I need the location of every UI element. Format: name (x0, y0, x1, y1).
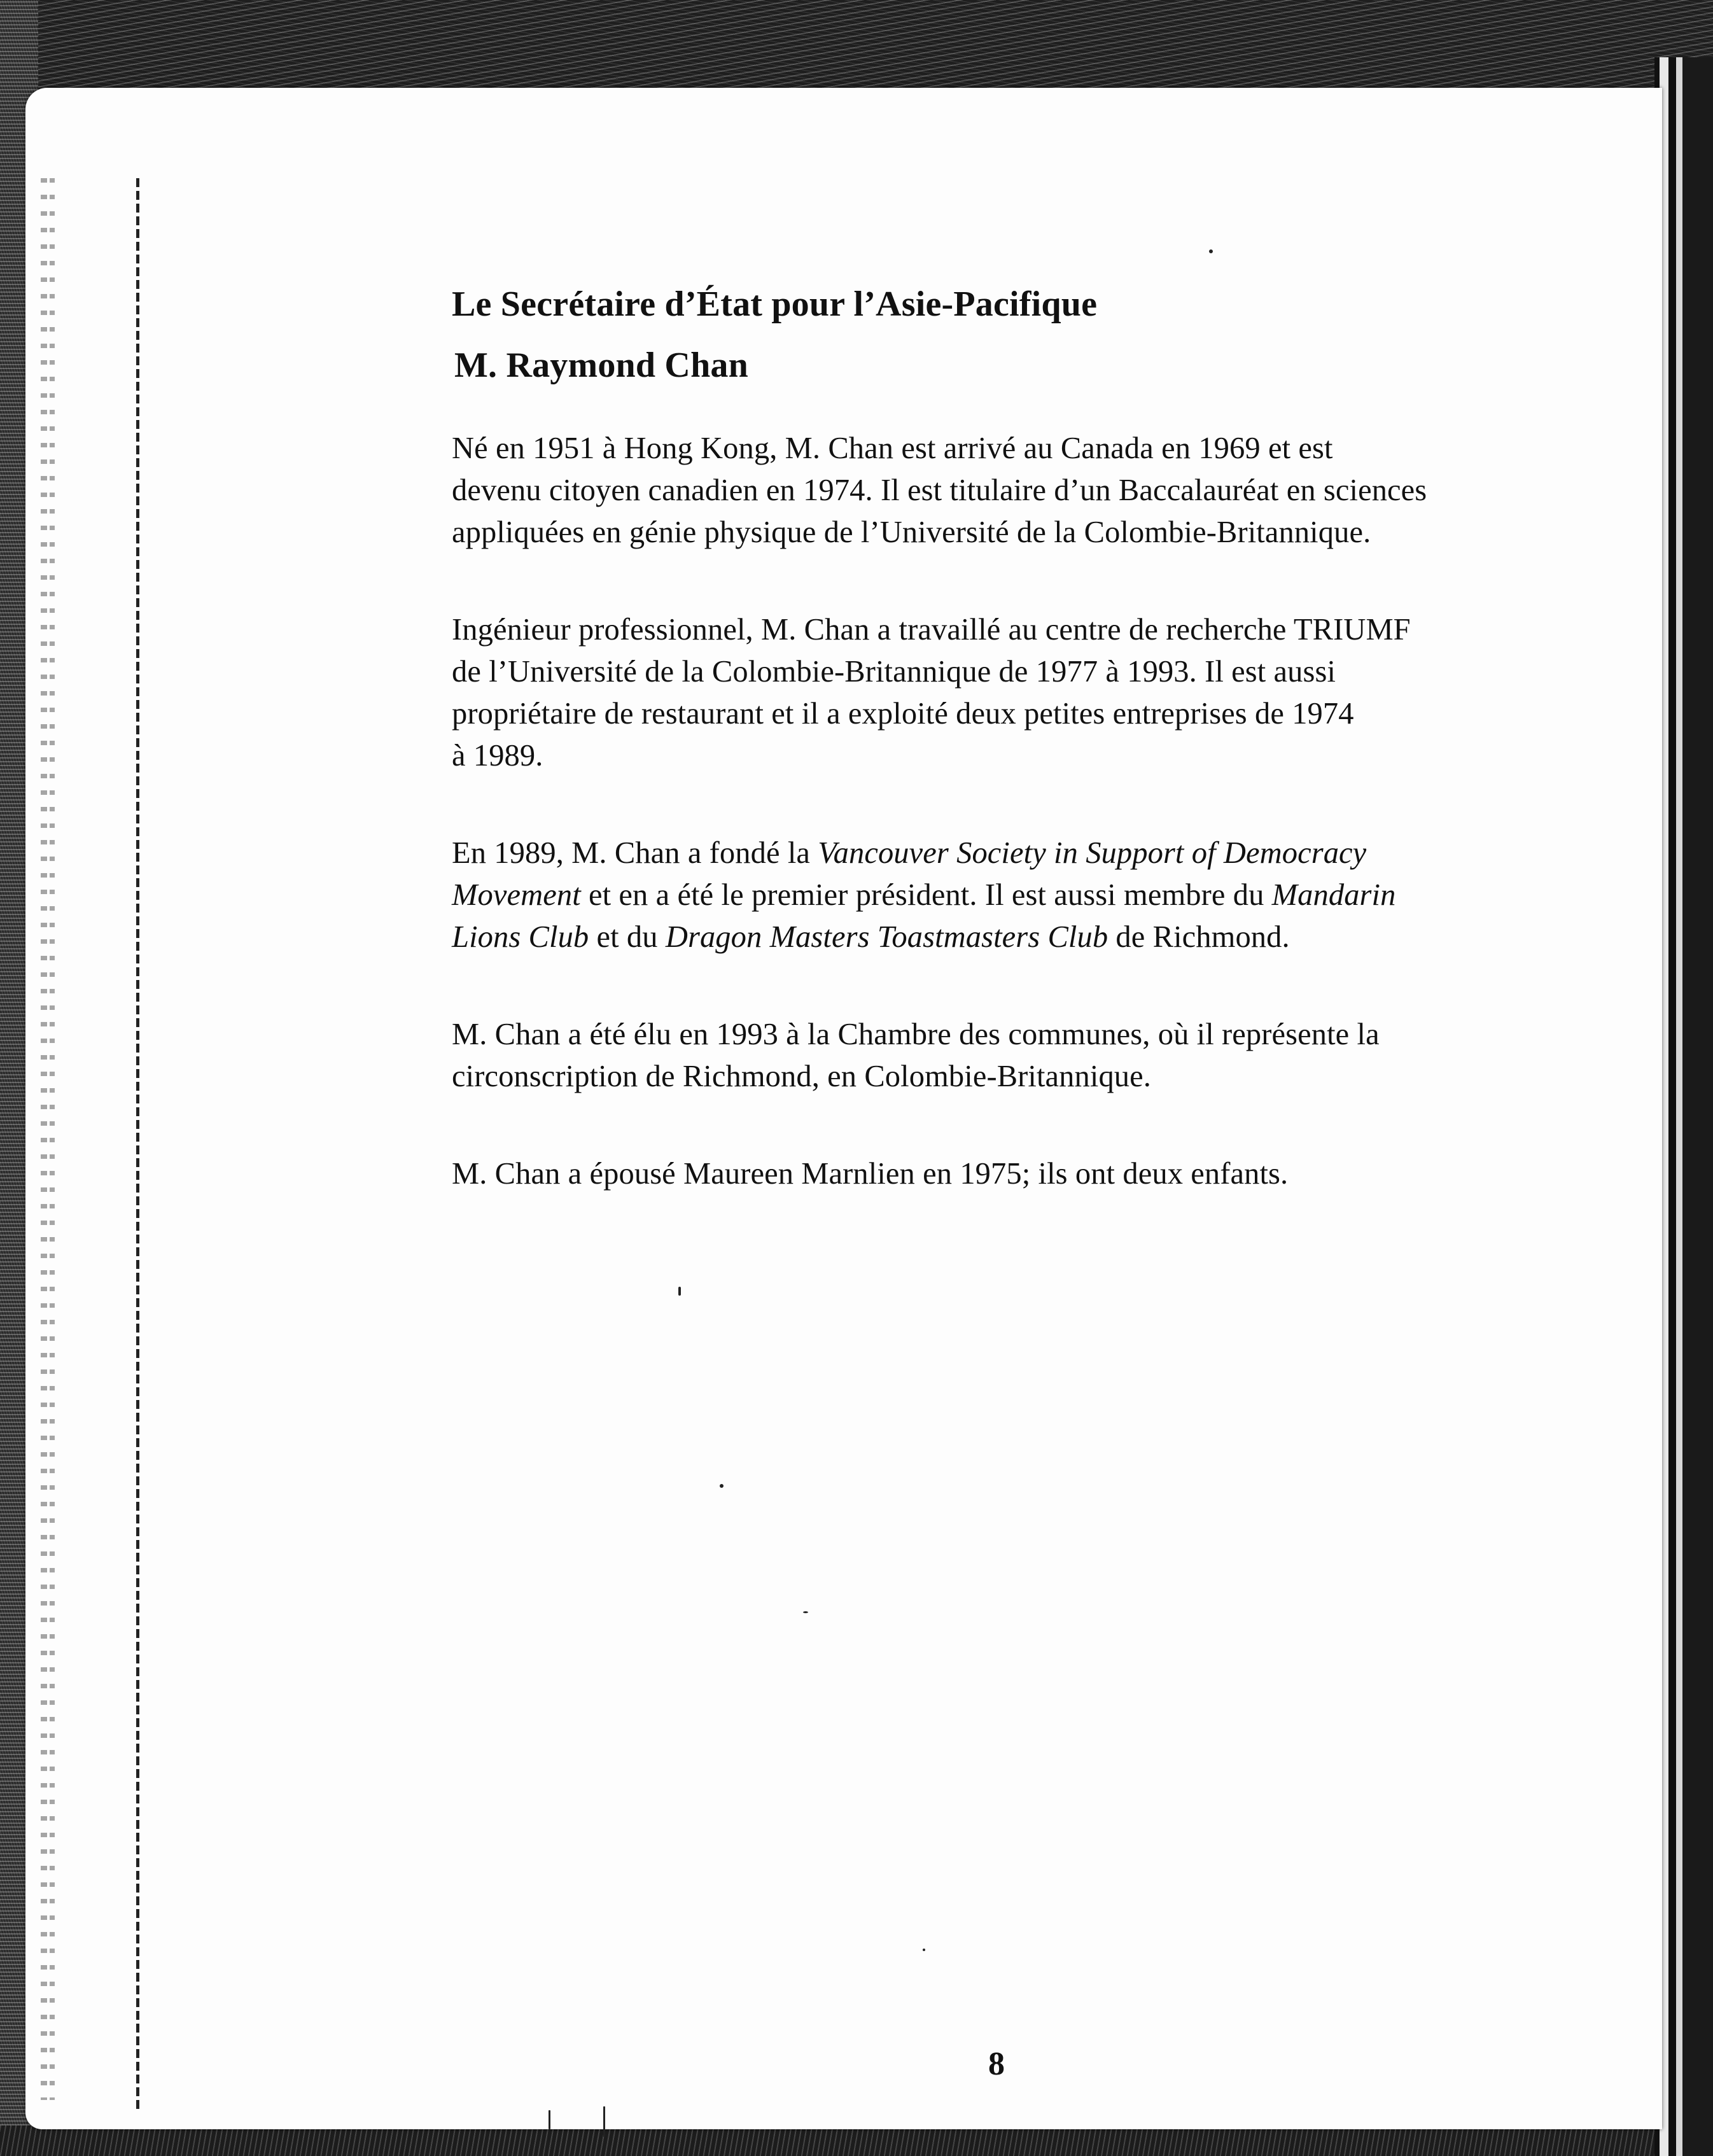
paragraph-career (452, 609, 1527, 777)
scan-speck (803, 1611, 808, 1613)
text-line: propriétaire de restaurant et il a exploité deux petites entreprises de 1974 (452, 697, 1354, 731)
text-run: et en a été le premier président. Il est aussi membre du (580, 878, 1272, 912)
text-line: Ingénieur professionnel, M. Chan a travaillé au centre de recherche TRIUMF (452, 613, 1411, 647)
organization-name: Mandarin (1271, 878, 1396, 912)
page-number: 8 (988, 2046, 1005, 2082)
book-spine-edge (1654, 57, 1713, 2156)
organization-name: Dragon Masters Toastmasters Club (665, 920, 1108, 954)
title-line-name: M. Raymond Chan (454, 346, 748, 385)
scan-speck (1209, 249, 1213, 253)
text-run: de Richmond. (1108, 920, 1290, 954)
text-line: Né en 1951 à Hong Kong, M. Chan est arrivé au Canada en 1969 et est (452, 431, 1333, 465)
scan-top-edge (0, 0, 1713, 95)
paragraph-family (452, 1153, 1527, 1195)
page-title (452, 274, 1527, 396)
text-line: circonscription de Richmond, en Colombie-Britannique. (452, 1060, 1152, 1093)
binding-perforation (38, 178, 57, 2100)
organization-name: Vancouver Society in Support of Democracy (818, 836, 1367, 870)
scan-speck (923, 1949, 925, 1951)
text-line: M. Chan a été élu en 1993 à la Chambre des communes, où il représente la (452, 1018, 1380, 1051)
organization-name: Movement (452, 878, 581, 912)
text-line: appliquées en génie physique de l’Université de la Colombie-Britannique. (452, 515, 1371, 549)
margin-rule (136, 178, 139, 2113)
scan-speck (720, 1484, 724, 1488)
document-body (452, 274, 1527, 1195)
text-line: à 1989. (452, 739, 543, 773)
paragraph-biography-origin (452, 428, 1527, 554)
scan-speck (603, 2106, 605, 2137)
text-line (452, 916, 1527, 958)
text-line (452, 832, 1527, 874)
paragraph-community (452, 832, 1527, 958)
scan-bottom-edge (0, 2125, 1713, 2156)
paragraph-election (452, 1014, 1527, 1098)
scan-speck (549, 2110, 550, 2129)
organization-name: Lions Club (452, 920, 589, 954)
scan-speck (678, 1287, 681, 1296)
text-run: En 1989, M. Chan a fondé la (452, 836, 818, 870)
text-run: et du (589, 920, 666, 954)
text-line: de l’Université de la Colombie-Britannique de 1977 à 1993. Il est aussi (452, 655, 1336, 689)
text-line: devenu citoyen canadien en 1974. Il est titulaire d’un Baccalauréat en sciences (452, 473, 1427, 507)
text-line (452, 874, 1527, 916)
text-line: M. Chan a épousé Maureen Marnlien en 1975; ils ont deux enfants. (452, 1157, 1289, 1191)
title-line-position: Le Secrétaire d’État pour l’Asie-Pacifique (452, 284, 1098, 324)
